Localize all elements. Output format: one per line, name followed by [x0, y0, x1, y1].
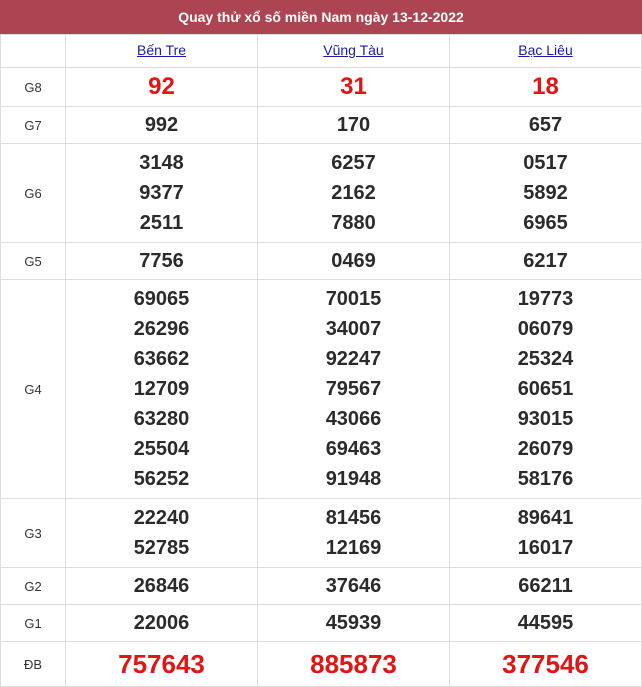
prize-cell: [66, 499, 258, 568]
header-corner: [1, 35, 66, 68]
prize-label: G2: [1, 568, 66, 605]
province-header: [450, 35, 642, 68]
prize-row-g4: [1, 280, 642, 499]
prize-number: 757643: [118, 649, 205, 679]
prize-number: 377546: [502, 649, 589, 679]
prize-number: 63662: [133, 348, 190, 370]
prize-cell: [258, 243, 450, 280]
prize-number: 70015: [325, 288, 382, 310]
province-link-bac-lieu[interactable]: Bạc Liêu: [518, 42, 573, 58]
prize-number: 25504: [133, 438, 190, 460]
prize-row-g2: [1, 568, 642, 605]
prize-label: G8: [1, 68, 66, 107]
prize-number: 18: [532, 73, 559, 100]
prize-number: 26296: [133, 318, 190, 340]
prize-cell: [258, 568, 450, 605]
prize-number: 5892: [523, 182, 568, 204]
prize-number: 6965: [523, 212, 568, 234]
prize-number: 16017: [517, 537, 574, 559]
prize-number: 93015: [517, 408, 574, 430]
prize-number: 25324: [517, 348, 574, 370]
prize-number: 44595: [517, 612, 574, 634]
prize-cell: [258, 107, 450, 144]
prize-number: 19773: [517, 288, 574, 310]
prize-number: 2511: [139, 212, 184, 234]
prize-cell: [450, 107, 642, 144]
prize-number: 26079: [517, 438, 574, 460]
prize-row-g1: [1, 605, 642, 642]
page-title: Quay thử xổ số miền Nam ngày 13-12-2022: [0, 0, 642, 34]
prize-number: 66211: [518, 575, 573, 597]
prize-label: G6: [1, 144, 66, 243]
prize-number: 34007: [325, 318, 382, 340]
prize-number: 22006: [133, 612, 190, 634]
prize-cell: [450, 605, 642, 642]
prize-cell: [450, 68, 642, 107]
prize-cell: [66, 568, 258, 605]
prize-number: 81456: [325, 507, 382, 529]
province-link-ben-tre[interactable]: Bến Tre: [136, 42, 187, 58]
prize-cell: [450, 243, 642, 280]
prize-label: G3: [1, 499, 66, 568]
prize-number: 45939: [325, 612, 382, 634]
prize-number: 12709: [133, 378, 190, 400]
prize-number: 92247: [325, 348, 382, 370]
prize-number: 9377: [139, 182, 184, 204]
prize-number: 0469: [331, 250, 376, 272]
prize-label: G5: [1, 243, 66, 280]
prize-number: 0517: [523, 152, 568, 174]
prize-row-g5: [1, 243, 642, 280]
prize-cell: [258, 144, 450, 243]
prize-number: 992: [144, 114, 179, 136]
prize-number: 69065: [133, 288, 190, 310]
prize-cell: [66, 107, 258, 144]
prize-cell: [66, 605, 258, 642]
prize-number: 12169: [325, 537, 382, 559]
prize-cell: [450, 280, 642, 499]
prize-label: G1: [1, 605, 66, 642]
prize-row-g7: [1, 107, 642, 144]
prize-cell: [450, 144, 642, 243]
prize-number: 63280: [133, 408, 190, 430]
prize-number: 31: [340, 73, 367, 100]
prize-label: G4: [1, 280, 66, 499]
prize-cell: [258, 499, 450, 568]
results-table: [0, 34, 642, 687]
prize-cell: [258, 280, 450, 499]
province-link-vung-tau[interactable]: Vũng Tàu: [323, 42, 384, 58]
prize-number: 43066: [325, 408, 382, 430]
prize-cell: [258, 68, 450, 107]
prize-number: 885873: [310, 649, 397, 679]
prize-number: 6217: [523, 250, 568, 272]
prize-row-g8: [1, 68, 642, 107]
prize-number: 91948: [325, 468, 382, 490]
prize-number: 2162: [331, 182, 376, 204]
prize-number: 3148: [139, 152, 184, 174]
prize-cell: [450, 499, 642, 568]
prize-cell: [450, 568, 642, 605]
prize-number: 6257: [331, 152, 376, 174]
prize-number: 657: [528, 114, 563, 136]
header-row: [1, 35, 642, 68]
prize-cell: [66, 68, 258, 107]
province-header: [66, 35, 258, 68]
prize-number: 52785: [133, 537, 190, 559]
prize-number: 60651: [517, 378, 574, 400]
prize-number: 92: [148, 73, 175, 100]
prize-number: 22240: [133, 507, 190, 529]
prize-cell: [66, 144, 258, 243]
prize-row-g6: [1, 144, 642, 243]
province-header: [258, 35, 450, 68]
prize-number: 89641: [517, 507, 574, 529]
prize-number: 79567: [325, 378, 382, 400]
prize-number: 56252: [133, 468, 190, 490]
prize-label: G7: [1, 107, 66, 144]
prize-number: 58176: [517, 468, 574, 490]
prize-cell: [66, 243, 258, 280]
prize-label: ĐB: [1, 642, 66, 687]
prize-number: 69463: [325, 438, 382, 460]
prize-rows: [1, 68, 642, 687]
prize-number: 7756: [139, 250, 184, 272]
prize-number: 26846: [133, 575, 190, 597]
prize-number: 06079: [517, 318, 574, 340]
prize-cell: [258, 605, 450, 642]
prize-row-g3: [1, 499, 642, 568]
prize-cell: [66, 280, 258, 499]
prize-number: 37646: [325, 575, 382, 597]
prize-number: 170: [336, 114, 371, 136]
prize-number: 7880: [331, 212, 376, 234]
